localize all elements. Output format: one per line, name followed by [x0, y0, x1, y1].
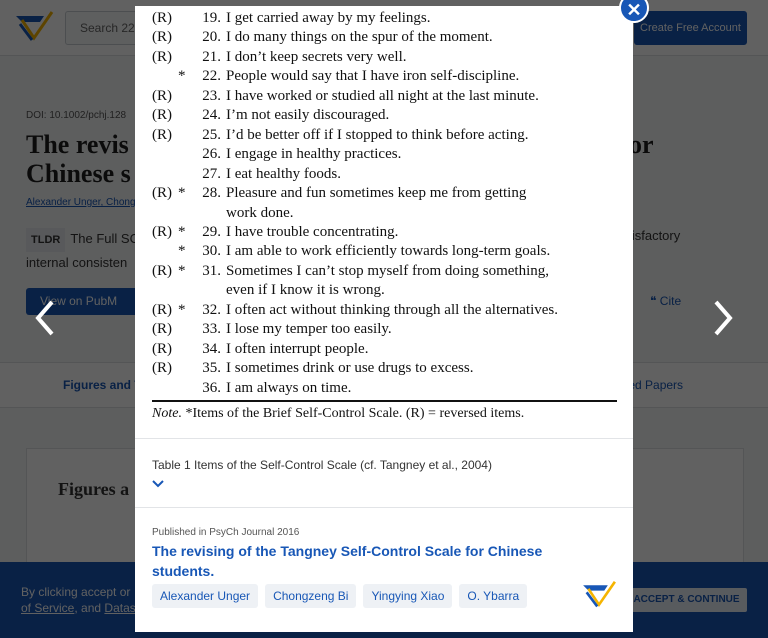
scale-item-num: 20. [202, 29, 221, 46]
chevron-left-icon [32, 298, 58, 338]
previous-figure-button[interactable] [32, 298, 58, 346]
scale-item-row [152, 263, 622, 283]
scale-item-row [152, 380, 622, 400]
scale-item-rev: (R) [152, 29, 172, 46]
scale-item-num: 33. [202, 321, 221, 338]
scale-item-num: 29. [202, 223, 221, 240]
scale-item-row [152, 29, 622, 49]
scale-item-row [152, 321, 622, 341]
scale-item-text: I sometimes drink or use drugs to excess. [226, 360, 474, 377]
author-chip[interactable]: Chongzeng Bi [265, 584, 356, 608]
scale-item-rev: (R) [152, 301, 172, 318]
note-text: *Items of the Brief Self-Control Scale. (R) = reversed items. [181, 406, 525, 421]
scale-item-num: 22. [202, 68, 221, 85]
scale-item-row [152, 205, 622, 225]
scale-item-text: I often act without thinking through all the alternatives. [226, 301, 558, 318]
scale-item-rev: (R) [152, 262, 172, 279]
scale-item-num: 31. [202, 262, 221, 279]
scale-item-text: I have worked or studied all night at the last minute. [226, 87, 539, 104]
scale-item-row [152, 10, 622, 30]
scale-item-text: I have trouble concentrating. [226, 223, 399, 240]
scale-item-row [152, 282, 622, 302]
scale-item-row [152, 185, 622, 205]
scale-item-text: I don’t keep secrets very well. [226, 48, 407, 65]
scale-item-row [152, 107, 622, 127]
scale-item-row [152, 341, 622, 361]
scale-item-text: I engage in healthy practices. [226, 146, 402, 163]
scale-item-text: Pleasure and fun sometimes keep me from getting [226, 185, 527, 202]
chevron-down-icon [152, 480, 164, 488]
publication-info: Published in PsyCh Journal 2016 [152, 527, 300, 538]
scale-item-text: I get carried away by my feelings. [226, 10, 431, 26]
scale-item-text: I eat healthy foods. [226, 165, 341, 182]
scale-item-rev: (R) [152, 321, 172, 338]
scale-item-num: 28. [202, 185, 221, 202]
scale-item-row [152, 243, 622, 263]
scale-item-text: I lose my temper too easily. [226, 321, 392, 338]
scale-item-row [152, 146, 622, 166]
note-label: Note. [152, 406, 182, 421]
scale-item-num: 19. [202, 10, 221, 26]
scale-item-rev: (R) [152, 87, 172, 104]
figure-caption [135, 438, 633, 508]
scale-item-text: even if I know it is wrong. [226, 282, 385, 299]
scale-item-num: 23. [202, 87, 221, 104]
figure-rule [152, 400, 617, 402]
scale-item-num: 35. [202, 360, 221, 377]
scale-item-row [152, 166, 622, 186]
figure-modal [135, 6, 633, 632]
scale-item-row [152, 68, 622, 88]
author-chip[interactable]: O. Ybarra [459, 584, 527, 608]
scale-item-num: 32. [202, 301, 221, 318]
caption-text: Table 1 Items of the Self-Control Scale (cf. Tangney et al., 2004) [152, 458, 492, 472]
scale-item-row [152, 224, 622, 244]
scale-item-num: 21. [202, 48, 221, 65]
scale-item-star: * [178, 185, 186, 202]
scale-item-row [152, 49, 622, 69]
author-chips [152, 584, 527, 608]
figure-image [135, 6, 633, 438]
scale-item-rev: (R) [152, 223, 172, 240]
scale-item-num: 36. [202, 379, 221, 396]
author-chip[interactable]: Alexander Unger [152, 584, 258, 608]
expand-caption-button[interactable] [152, 477, 164, 491]
scale-item-text: Sometimes I can’t stop myself from doing something, [226, 262, 550, 279]
scale-item-rev: (R) [152, 126, 172, 143]
scale-item-text: I do many things on the spur of the moment. [226, 29, 493, 46]
chevron-right-icon [710, 298, 736, 338]
scale-item-star: * [178, 223, 186, 240]
author-chip[interactable]: Yingying Xiao [363, 584, 452, 608]
scale-item-text: I’m not easily discouraged. [226, 107, 390, 124]
scale-item-num: 25. [202, 126, 221, 143]
scale-item-text: I often interrupt people. [226, 340, 369, 357]
scale-item-rev: (R) [152, 340, 172, 357]
scale-item-num: 30. [202, 243, 221, 260]
scale-item-rev: (R) [152, 48, 172, 65]
scale-item-row [152, 302, 622, 322]
scale-item-num: 27. [202, 165, 221, 182]
scale-item-text: I’d be better off if I stopped to think before acting. [226, 126, 529, 143]
scale-item-row [152, 127, 622, 147]
scale-item-row [152, 88, 622, 108]
scale-item-num: 26. [202, 146, 221, 163]
scale-item-star: * [178, 262, 186, 279]
scale-item-text: I am always on time. [226, 379, 352, 396]
semantic-scholar-logo [581, 580, 617, 610]
scale-item-rev: (R) [152, 10, 172, 26]
paper-title-link[interactable]: The revising of the Tangney Self-Control Scale for Chinese students. [152, 543, 543, 579]
next-figure-button[interactable] [710, 298, 736, 346]
scale-item-star: * [178, 301, 186, 318]
figure-note [152, 406, 524, 422]
scale-item-star: * [178, 68, 186, 85]
scale-item-rev: (R) [152, 360, 172, 377]
close-modal-button[interactable]: ✕ [619, 0, 649, 23]
scale-item-num: 34. [202, 340, 221, 357]
scale-item-rev: (R) [152, 107, 172, 124]
scale-item-text: I am able to work efficiently towards long-term goals. [226, 243, 551, 260]
scale-item-text: work done. [226, 204, 294, 221]
scale-item-text: People would say that I have iron self-discipline. [226, 68, 520, 85]
scale-item-star: * [178, 243, 186, 260]
scale-item-row [152, 360, 622, 380]
scale-item-rev: (R) [152, 185, 172, 202]
scale-item-num: 24. [202, 107, 221, 124]
